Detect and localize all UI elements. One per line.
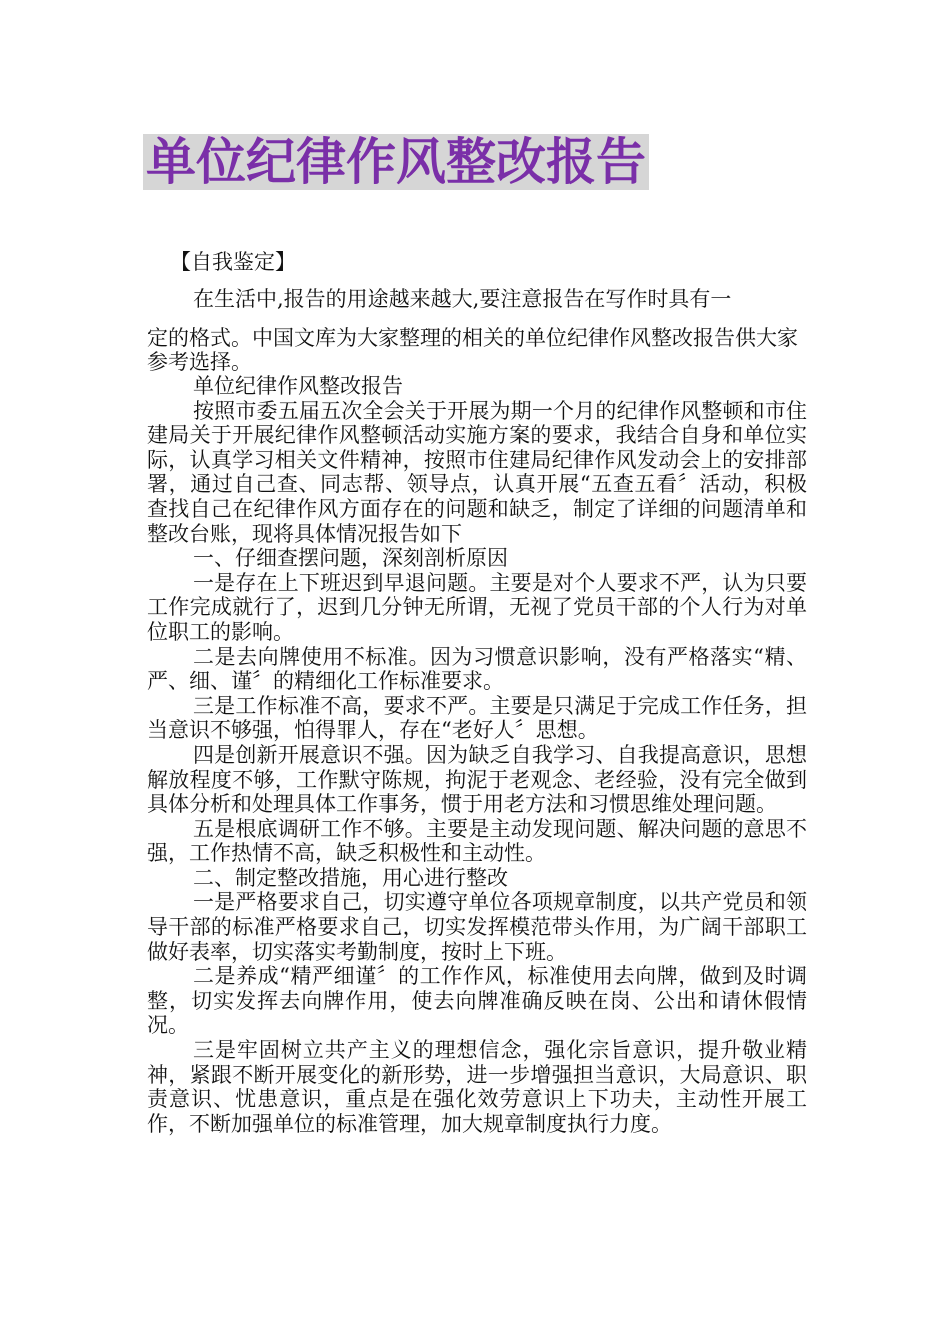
paragraph: 五是根底调研工作不够。主要是主动发现问题、解决问题的意思不强，工作热情不高，缺乏积极性和主动性。 (147, 816, 807, 866)
paragraph: 按照市委五届五次全会关于开展为期一个月的纪律作风整顿和市住建局关于开展纪律作风整顿活动实施方案的要求，我结合自身和单位实际，认真学习相关文件精神，按照市住建局纪律作风发动会上的安排部署，通过自己查、同志帮、领导点，认真开展“五查五看〞活动，积极查找自己在纪律作风方面存在的问题和缺乏，制定了详细的问题清单和整改台账，现将具体情况报告如下 (147, 398, 807, 546)
page-title: 单位纪律作风整改报告 (146, 133, 646, 191)
paragraph: 一是严格要求自己，切实遵守单位各项规章制度，以共产党员和领导干部的标准严格要求自己，切实发挥模范带头作用，为广阔干部职工做好表率，切实落实考勤制度，按时上下班。 (147, 890, 807, 964)
report-subtitle: 单位纪律作风整改报告 (193, 374, 403, 398)
paragraph: 四是创新开展意识不强。因为缺乏自我学习、自我提高意识，思想解放程度不够，工作默守陈规，拘泥于老观念、老经验，没有完全做到具体分析和处理具体工作事务，惯于用老方法和习惯思维处理问题。 (147, 742, 807, 817)
paragraph: 二是养成“精严细谨〞的工作作风，标准使用去向牌，做到及时调整，切实发挥去向牌作用，使去向牌准确反映在岗、公出和请休假情况。 (147, 964, 807, 1038)
intro-first-line: 在生活中,报告的用途越来越大,要注意报告在写作时具有一 (193, 287, 732, 311)
title-highlight (143, 134, 649, 190)
body-text (147, 374, 807, 1136)
section-label: 【自我鉴定】 (170, 250, 296, 274)
paragraph: 二是去向牌使用不标准。因为习惯意识影响，没有严格落实“精、严、细、谨〞的精细化工作标准要求。 (147, 644, 807, 694)
paragraph: 三是牢固树立共产主义的理想信念，强化宗旨意识，提升敬业精神，紧跟不断开展变化的新形势，进一步增强担当意识，大局意识、职责意识、忧患意识，重点是在强化效劳意识上下功夫，主动性开展工作，不断加强单位的标准管理，加大规章制度执行力度。 (147, 1038, 807, 1136)
intro-rest: 定的格式。中国文库为大家整理的相关的单位纪律作风整改报告供大家参考选择。 (147, 326, 798, 374)
section-heading: 一、仔细查摆问题，深刻剖析原因 (193, 546, 508, 571)
paragraph: 三是工作标准不高，要求不严。主要是只满足于完成工作任务，担当意识不够强，怕得罪人，存在“老好人〞思想。 (147, 693, 807, 743)
section-heading: 二、制定整改措施，用心进行整改 (193, 865, 508, 890)
paragraph: 一是存在上下班迟到早退问题。主要是对个人要求不严，认为只要工作完成就行了，迟到几分钟无所谓，无视了党员干部的个人行为对单位职工的影响。 (147, 570, 807, 644)
